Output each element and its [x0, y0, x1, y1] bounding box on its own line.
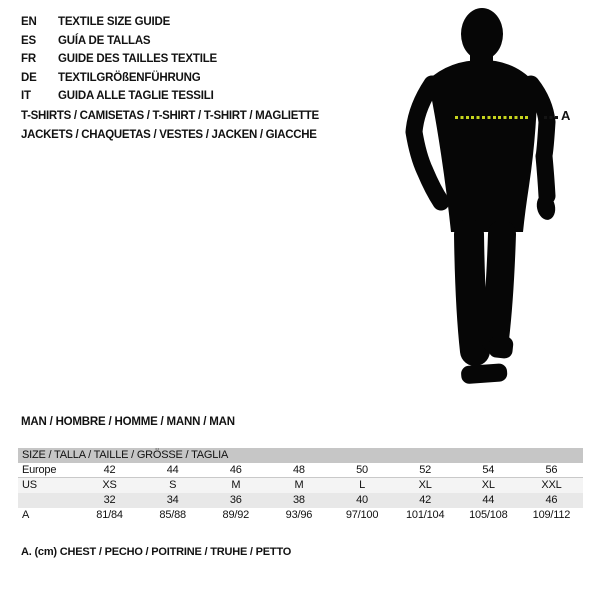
chest-measure-line [455, 116, 529, 119]
table-cell: M [231, 479, 241, 491]
table-cell: 42 [419, 494, 432, 506]
table-cell: 93/96 [285, 509, 313, 521]
table-cell: XL [418, 479, 432, 491]
table-cell: 56 [545, 464, 558, 476]
table-cell: 50 [356, 464, 368, 476]
table-cell: 52 [419, 464, 432, 476]
table-cell: 34 [166, 494, 179, 506]
row-label [18, 493, 78, 508]
measure-leader-line [544, 116, 560, 119]
language-list [21, 13, 217, 106]
measure-label-a: A [561, 108, 571, 123]
language-row [21, 69, 217, 88]
row-label: US [22, 479, 37, 491]
table-cell: S [169, 479, 177, 491]
row-label: Europe [22, 464, 57, 476]
language-row [21, 87, 217, 106]
table-cell: XL [481, 479, 495, 491]
language-row [21, 50, 217, 69]
language-label: TEXTILGRÖßENFÜHRUNG [58, 71, 201, 84]
category-tshirts: T-SHIRTS / CAMISETAS / T-SHIRT / T-SHIRT / MAGLIETTE [21, 110, 319, 122]
size-table [18, 448, 583, 523]
language-row [21, 32, 217, 51]
language-label: TEXTILE SIZE GUIDE [58, 16, 171, 28]
table-cell: 97/100 [345, 509, 379, 521]
language-code: DE [21, 71, 37, 84]
table-cell: L [359, 479, 366, 491]
table-cell: 38 [293, 494, 305, 506]
language-code: ES [21, 34, 36, 47]
category-list [21, 107, 319, 145]
table-cell: 109/112 [532, 509, 571, 521]
table-cell: 89/92 [222, 509, 250, 521]
table-cell: XS [102, 479, 117, 491]
table-cell: 44 [166, 464, 179, 476]
table-cell: 36 [229, 494, 242, 506]
table-cell: M [294, 479, 304, 491]
man-figure [405, 6, 580, 398]
table-row-us [18, 478, 583, 493]
table-cell: 48 [293, 464, 305, 476]
table-cell: 42 [103, 464, 116, 476]
category-jackets: JACKETS / CHAQUETAS / VESTES / JACKEN / GIACCHE [21, 129, 317, 141]
table-cell: 105/108 [469, 509, 508, 521]
language-label: GUIDE DES TAILLES TEXTILE [58, 53, 217, 65]
measure-footnote: A. (cm) CHEST / PECHO / POITRINE / TRUHE / PETTO [21, 546, 292, 558]
table-cell: 85/88 [159, 509, 186, 521]
language-label: GUÍA DE TALLAS [58, 34, 151, 47]
table-cell: 46 [545, 494, 558, 506]
table-cell: 44 [482, 494, 495, 506]
table-cell: 81/84 [96, 509, 123, 521]
table-row-europe [18, 463, 583, 478]
man-silhouette [405, 6, 580, 398]
language-label: GUIDA ALLE TAGLIE TESSILI [58, 90, 214, 102]
table-cell: 46 [229, 464, 242, 476]
table-row-chest-a [18, 508, 583, 523]
table-cell: XXL [541, 479, 562, 491]
section-title: MAN / HOMBRE / HOMME / MANN / MAN [21, 416, 235, 428]
language-code: EN [21, 16, 37, 28]
row-label: A [22, 509, 30, 521]
table-row-uk [18, 493, 583, 508]
language-row [21, 13, 217, 32]
table-cell: 54 [482, 464, 495, 476]
language-code: FR [21, 53, 36, 65]
language-code: IT [21, 90, 31, 102]
table-cell: 32 [103, 494, 116, 506]
table-header: SIZE / TALLA / TAILLE / GRÖSSE / TAGLIA [18, 448, 583, 463]
table-cell: 40 [356, 494, 368, 506]
table-cell: 101/104 [406, 509, 445, 521]
